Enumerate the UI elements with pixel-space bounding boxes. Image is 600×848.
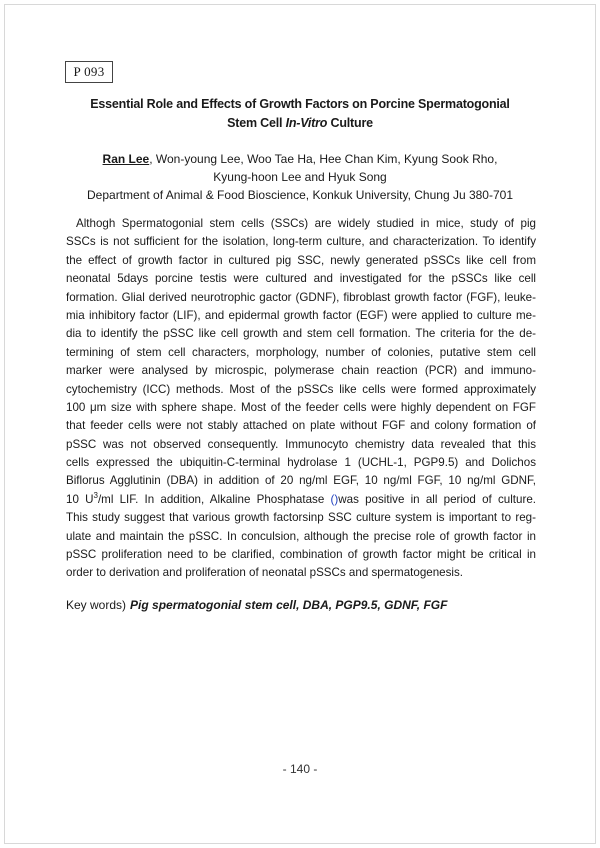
authors-line-2: Kyung-hoon Lee and Hyuk Song [213,170,387,184]
body-line: pSSC was not observed consequently. Immunocyto chemistry data revealed that this [66,437,536,451]
empty-parentheses: () [330,492,339,506]
body-line: This study suggest that various growth factorsinp SSC culture system is important to reg- [66,511,536,525]
body-line: Althogh Spermatogonial stem cells (SSCs) are widely studied in mice, study of pig [76,217,536,230]
body-line: SSCs is not sufficient for the isolation, long-term culture, and characterization. To identify [66,235,536,249]
body-line: termining of stem cell characters, morphology, number of colonies, putative stem cell [66,345,536,359]
title-prefix: Stem Cell [227,116,286,130]
title-italic: In-Vitro [285,116,328,130]
presenting-author: Ran Lee [102,152,150,166]
body-line: the effect of growth factor in cultured pig SSC, newly generated pSSCs like cell from [66,253,536,267]
title-suffix: Culture [327,116,373,130]
affiliation: Department of Animal & Food Bioscience, Konkuk University, Chung Ju 380-701 [87,188,513,202]
body-line: that feeder cells were not stably attached on plate without FGF and colony formation of [66,419,536,433]
body-line: order to derivation and proliferation of neonatal pSSCs and spermatogenesis. [66,566,464,580]
body-line: neonatal 5days porcine testis were cultured and investigated for the pSSCs like cell [66,272,536,286]
body-line: cells expressed the ubiquitin-C-terminal hydrolase 1 (UCHL-1, PGP9.5) and Dolichos [66,456,536,470]
keywords [66,596,447,614]
body-line: ulate and maintain the pSSC. In conculsion, although the precise role of growth factor in [66,529,536,543]
body-line: 100 μm size with sphere shape. Most of the feeder cells were highly dependent on FGF [66,400,536,414]
paper-title-line-1: Essential Role and Effects of Growth Factors on Porcine Spermatogonial [90,97,510,111]
body-line: dia to identify the pSSC like cell growth and stem cell formation. The criteria for the de- [66,327,536,341]
body-line: Biflorus Agglutinin (DBA) in addition of 20 ng/ml EGF, 10 ng/ml FGF, 10 ng/ml GDNF, [66,474,536,488]
body-fragment: /ml LIF. In addition, Alkaline Phosphatase [97,492,331,506]
keywords-value: Pig spermatogonial stem cell, DBA, PGP9.5, GDNF, FGF [130,598,448,612]
body-line: cytochemistry (ICC) methods. Most of the pSSCs like cells were formed approximately [66,382,536,396]
body-line: mia inhibitory factor (LIF), and epidermal growth factor (EGF) were applied to culture me- [66,308,536,322]
authors-line-1 [60,150,540,169]
body-line: pSSC proliferation need to be clarified, combination of growth factor might be critical in [66,548,536,562]
body-line [66,491,536,509]
paper-title-line-2 [60,115,540,132]
page-number: - 140 - [282,762,318,776]
body-line: formation. Glial derived neurotrophic gactor (GDNF), fibroblast growth factor (FGF), leuke- [66,290,536,304]
body-fragment: was positive in all period of culture. [338,492,536,506]
abstract-body [66,215,536,583]
abstract-code-box: P 093 [65,61,113,83]
co-authors: , Won-young Lee, Woo Tae Ha, Hee Chan Kim, Kyung Sook Rho, [149,152,498,166]
lif-dose: 10 U [66,492,94,506]
keywords-label: Key words) [66,598,127,612]
superscript: 3 [93,491,98,500]
body-line: marker were analysed by microspic, polymerase chain reaction (PCR) and immuno- [66,364,536,378]
